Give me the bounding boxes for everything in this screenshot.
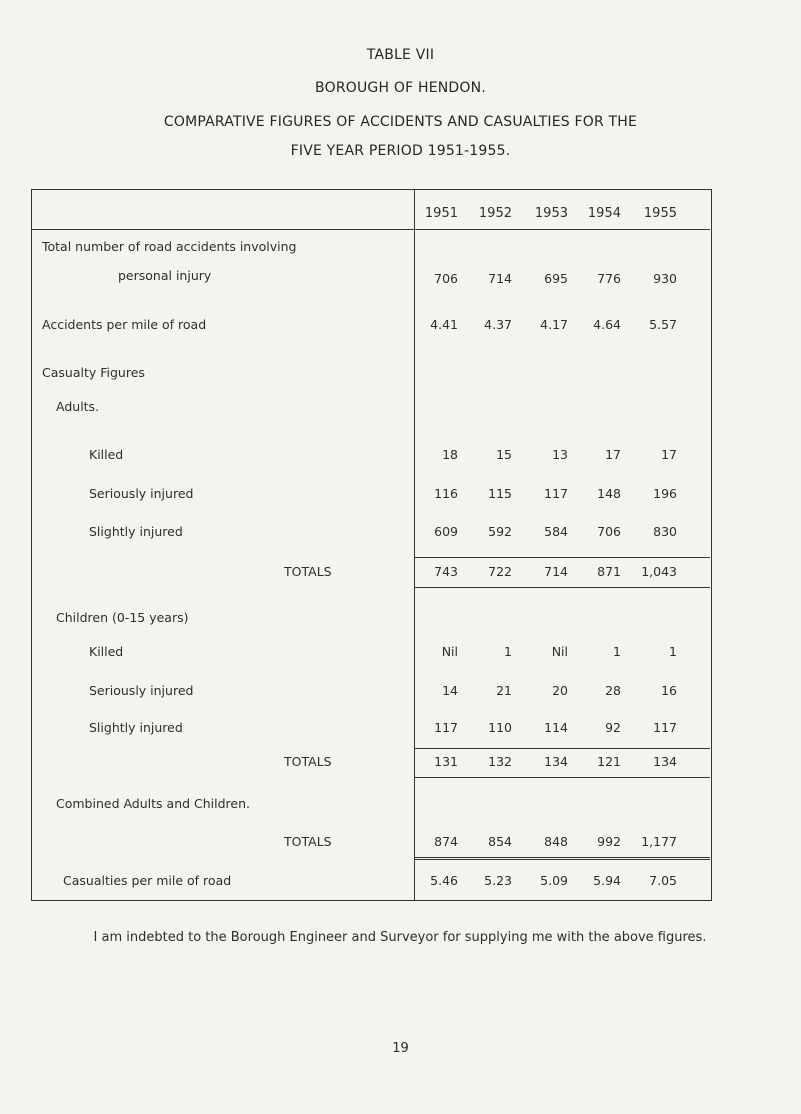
- table-cell-adult-killed: 13: [552, 447, 568, 462]
- table-cell-combined-totals: 854: [488, 834, 512, 849]
- row-label-road-accidents-cont: personal injury: [118, 268, 212, 283]
- row-label-child-slight: Slightly injured: [89, 720, 183, 735]
- table-cell-casualties-per-mile: 5.09: [540, 873, 568, 888]
- table-cell-adult-slight: 592: [488, 524, 512, 539]
- table-cell-adult-slight: 706: [597, 524, 621, 539]
- page-number: 19: [392, 1041, 409, 1056]
- table-cell-casualties-per-mile: 5.23: [484, 873, 512, 888]
- row-label-child-totals: TOTALS: [284, 754, 332, 769]
- section-label-adults: Adults.: [56, 399, 100, 414]
- year-header: 1952: [478, 206, 512, 221]
- table-cell-casualties-per-mile: 7.05: [649, 873, 677, 888]
- table-cell-adult-killed: 18: [442, 447, 458, 462]
- table-cell-child-serious: 14: [442, 683, 458, 698]
- child-totals-rule-top: [414, 748, 710, 749]
- row-label-adult-killed: Killed: [89, 447, 124, 462]
- column-divider: [414, 190, 415, 900]
- table-cell-road-accidents: 714: [488, 271, 512, 286]
- row-label-child-serious: Seriously injured: [89, 683, 194, 698]
- table-cell-adult-serious: 117: [544, 486, 568, 501]
- table-cell-child-killed: 1: [504, 644, 512, 659]
- table-cell-road-accidents: 695: [544, 271, 568, 286]
- year-header: 1953: [534, 206, 568, 221]
- table-cell-per-mile: 4.64: [593, 317, 621, 332]
- table-cell-child-serious: 16: [661, 683, 677, 698]
- row-label-road-accidents: Total number of road accidents involving: [42, 239, 297, 254]
- section-label-combined: Combined Adults and Children.: [56, 796, 251, 811]
- table-cell-adult-totals: 722: [488, 564, 512, 579]
- table-cell-child-killed: Nil: [441, 644, 458, 659]
- table-cell-per-mile: 4.17: [540, 317, 568, 332]
- table-cell-adult-slight: 609: [434, 524, 458, 539]
- table-cell-adult-slight: 584: [544, 524, 568, 539]
- table-cell-road-accidents: 706: [434, 271, 458, 286]
- table-cell-adult-serious: 148: [597, 486, 621, 501]
- table-cell-child-slight: 92: [605, 720, 621, 735]
- table-cell-adult-totals: 871: [597, 564, 621, 579]
- adult-totals-rule-bottom: [414, 587, 710, 588]
- table-cell-per-mile: 4.41: [430, 317, 458, 332]
- table-cell-adult-totals: 714: [544, 564, 568, 579]
- title-line-1: COMPARATIVE FIGURES OF ACCIDENTS AND CASUALTIES FOR THE: [163, 114, 638, 130]
- table-cell-road-accidents: 930: [653, 271, 677, 286]
- row-label-combined-totals: TOTALS: [284, 834, 332, 849]
- table-cell-child-slight: 114: [544, 720, 568, 735]
- table-cell-adult-serious: 116: [434, 486, 458, 501]
- table-cell-combined-totals: 874: [434, 834, 458, 849]
- table-cell-adult-killed: 17: [605, 447, 621, 462]
- section-label-casualty: Casualty Figures: [42, 365, 145, 380]
- table-cell-child-totals: 134: [653, 754, 677, 769]
- table-cell-child-totals: 134: [544, 754, 568, 769]
- table-cell-per-mile: 5.57: [649, 317, 677, 332]
- table-cell-casualties-per-mile: 5.94: [593, 873, 621, 888]
- table-cell-per-mile: 4.37: [484, 317, 512, 332]
- table-cell-child-slight: 117: [434, 720, 458, 735]
- table-cell-road-accidents: 776: [597, 271, 621, 286]
- adult-totals-rule-top: [414, 557, 710, 558]
- table-cell-adult-totals: 743: [434, 564, 458, 579]
- table-cell-child-totals: 131: [434, 754, 458, 769]
- row-label-child-killed: Killed: [89, 644, 124, 659]
- table-cell-child-killed: 1: [669, 644, 677, 659]
- year-header: 1954: [587, 206, 621, 221]
- year-header: 1955: [643, 206, 677, 221]
- table-cell-combined-totals: 992: [597, 834, 621, 849]
- table-number-heading: TABLE VII: [366, 47, 435, 63]
- table-cell-child-totals: 132: [488, 754, 512, 769]
- table-cell-adult-totals: 1,043: [641, 564, 677, 579]
- table-cell-child-totals: 121: [597, 754, 621, 769]
- section-label-children: Children (0-15 years): [56, 610, 189, 625]
- row-label-adult-serious: Seriously injured: [89, 486, 194, 501]
- table-cell-casualties-per-mile: 5.46: [430, 873, 458, 888]
- table-cell-adult-killed: 17: [661, 447, 677, 462]
- combined-double-rule: [414, 857, 710, 860]
- table-cell-child-killed: 1: [613, 644, 621, 659]
- borough-heading: BOROUGH OF HENDON.: [315, 80, 486, 96]
- table-cell-child-slight: 117: [653, 720, 677, 735]
- title-line-2: FIVE YEAR PERIOD 1951-1955.: [290, 143, 511, 159]
- header-rule: [32, 229, 710, 230]
- table-cell-adult-serious: 115: [488, 486, 512, 501]
- year-header: 1951: [424, 206, 458, 221]
- child-totals-rule-bottom: [414, 777, 710, 778]
- table-cell-adult-serious: 196: [653, 486, 677, 501]
- table-cell-child-killed: Nil: [551, 644, 568, 659]
- table-cell-combined-totals: 1,177: [641, 834, 677, 849]
- row-label-casualties-per-mile: Casualties per mile of road: [63, 873, 232, 888]
- table-cell-child-slight: 110: [488, 720, 512, 735]
- row-label-adult-totals: TOTALS: [284, 564, 332, 579]
- table-cell-adult-killed: 15: [496, 447, 512, 462]
- footer-note: I am indebted to the Borough Engineer and Surveyor for supplying me with the above figures.: [93, 930, 707, 945]
- table-cell-adult-slight: 830: [653, 524, 677, 539]
- accidents-table: [31, 189, 712, 901]
- table-cell-child-serious: 20: [552, 683, 568, 698]
- row-label-per-mile: Accidents per mile of road: [42, 317, 207, 332]
- table-cell-child-serious: 28: [605, 683, 621, 698]
- table-cell-child-serious: 21: [496, 683, 512, 698]
- row-label-adult-slight: Slightly injured: [89, 524, 183, 539]
- table-cell-combined-totals: 848: [544, 834, 568, 849]
